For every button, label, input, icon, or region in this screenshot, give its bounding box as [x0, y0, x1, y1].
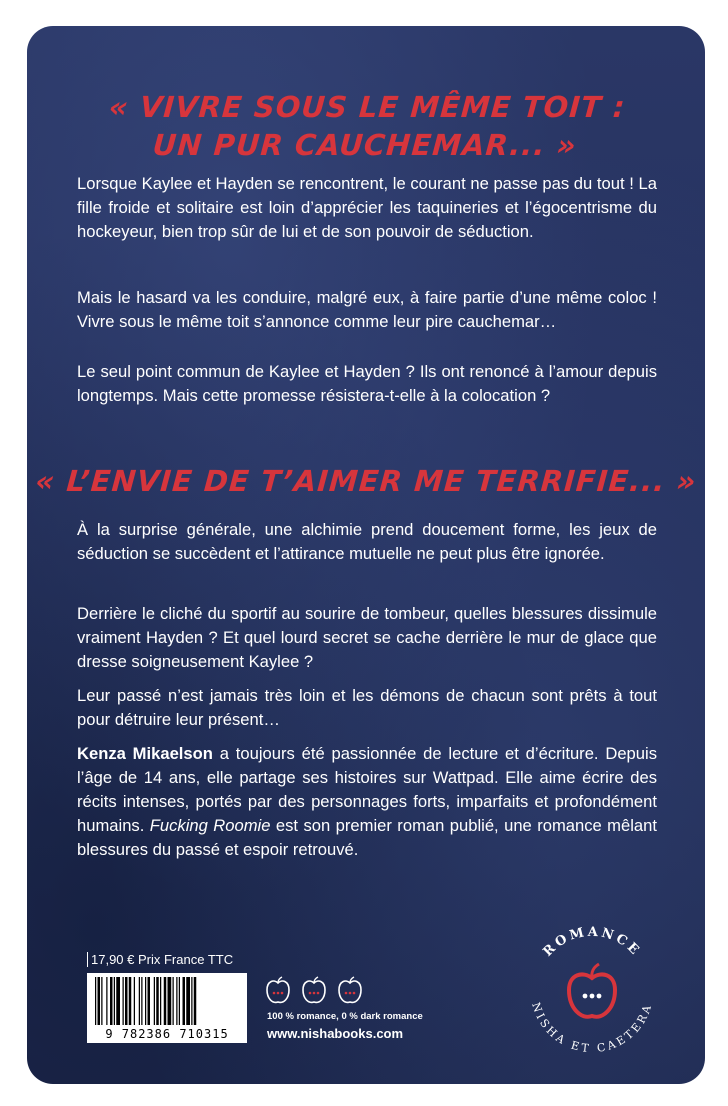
author-name: Kenza Mikaelson: [77, 744, 213, 763]
summary-paragraph-3: Le seul point commun de Kaylee et Hayden ? Ils ont renoncé à l’amour depuis longtemps. Mais cette promesse résistera-t-elle à la colocation ?: [77, 362, 657, 405]
barcode: [87, 973, 247, 1043]
tagline: 100 % romance, 0 % dark romance: [267, 1011, 423, 1022]
headline-top: [27, 88, 705, 164]
book-back-cover: [27, 26, 705, 1084]
website-link[interactable]: www.nishabooks.com: [267, 1026, 404, 1041]
apple-icon: [301, 976, 327, 1006]
summary-paragraph-6: Leur passé n’est jamais très loin et les démons de chacun sont prêts à tout pour détruire leur présent…: [77, 686, 657, 729]
barcode-bars: [93, 977, 241, 1025]
logo-top-text: ROMANCE: [540, 924, 644, 960]
publisher-logo: [517, 916, 667, 1066]
summary-paragraph-1: Lorsque Kaylee et Hayden se rencontrent, le courant ne passe pas du tout ! La fille froide et solitaire est loin d’apprécier les taquineries et l’égocentrisme du hockeyeur, bien trop sûr de lui et de son pouvoir de séduction.: [77, 174, 657, 241]
apple-icon: [265, 976, 291, 1006]
logo-bottom-text: NISHA ET CAETERA: [529, 1000, 655, 1056]
apple-icon: [337, 976, 363, 1006]
headline-top-line1: « VIVRE SOUS LE MÊME TOIT :: [107, 90, 627, 124]
isbn-number: 9 782386 710315: [105, 1027, 229, 1041]
book-title: Fucking Roomie: [149, 816, 271, 835]
author-bio: [77, 742, 657, 862]
summary-paragraph-4: À la surprise générale, une alchimie prend doucement forme, les jeux de séduction se succèdent et l’attirance mutuelle ne peut plus être ignorée.: [77, 520, 657, 563]
author-bio-text-a: a toujours été passionnée de lecture et d’écriture. Depuis l’âge de 14 ans, elle partage ses histoires sur Wattpad. Elle aime écrire des récits intenses, portés par des personnages forts, imparfaits et profondément humains.: [77, 744, 657, 835]
summary-paragraph-5: Derrière le cliché du sportif au sourire de tombeur, quelles blessures dissimule vraiment Hayden ? Et quel lourd secret se cache derrière le mur de glace que dresse soigneusement Kaylee ?: [77, 604, 657, 671]
author-bio-text-b: est son premier roman publié, une romance mêlant blessures du passé et espoir retrouvé.: [77, 816, 657, 859]
price-label: 17,90 € Prix France TTC: [87, 952, 233, 967]
summary-paragraph-2: Mais le hasard va les conduire, malgré eux, à faire partie d’une même coloc ! Vivre sous le même toit s’annonce comme leur pire cauchemar…: [77, 288, 657, 331]
headline-top-line2: UN PUR CAUCHEMAR... »: [151, 128, 578, 162]
headline-middle: « L’ENVIE DE T’AIMER ME TERRIFIE... »: [34, 464, 698, 498]
